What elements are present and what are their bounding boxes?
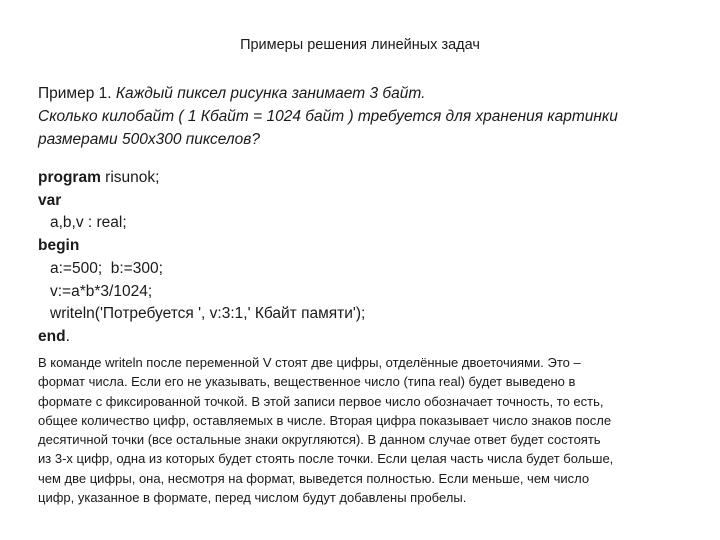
code-listing <box>38 167 678 349</box>
keyword-program: program <box>38 169 101 186</box>
end-dot: . <box>65 327 70 345</box>
example-text-line-3: размерами 500х300 пикселов? <box>38 131 260 148</box>
note-line-4: общее количество цифр, оставляемых в числе. Вторая цифра показывает число знаков после <box>38 412 612 428</box>
example-text-line-1: Каждый пиксел рисунка занимает 3 байт. <box>115 85 426 102</box>
program-name: risunok; <box>100 169 160 186</box>
example-label: Пример 1. <box>38 85 112 102</box>
note-line-3: формате с фиксированной точкой. В этой записи первое число обозначает точность, то есть, <box>38 393 604 409</box>
note-line-1: В команде writeln после переменной V стоят две цифры, отделённые двоеточиями. Это – <box>38 355 581 370</box>
code-line-end <box>38 326 678 349</box>
example-text-line-2: Сколько килобайт ( 1 Кбайт = 1024 байт ) требуется для хранения картинки <box>38 108 618 125</box>
code-line-assign-v: v:=a*b*3/1024; <box>50 282 153 300</box>
keyword-begin: begin <box>38 237 80 255</box>
keyword-end: end <box>38 327 66 345</box>
example-problem <box>38 82 698 151</box>
note-line-8: цифр, указанное в формате, перед числом будут добавлены пробелы. <box>38 490 467 506</box>
code-line-var <box>38 190 678 213</box>
keyword-var: var <box>38 191 62 209</box>
explanation-paragraph <box>38 353 688 507</box>
code-line-program <box>38 167 678 190</box>
code-line-begin <box>38 235 678 258</box>
note-line-2: формат числа. Если его не указывать, вещественное число (типа real) будет выведено в <box>38 374 576 390</box>
code-line-declaration: a,b,v : real; <box>50 214 127 232</box>
note-line-5: десятичной точки (все остальные знаки округляются). В данном случае ответ будет состоять <box>38 432 601 448</box>
code-line-writeln: writeln('Потребуется ', v:3:1,' Кбайт памяти'); <box>50 305 366 323</box>
note-line-7: чем две цифры, она, несмотря на формат, выведется полностью. Если меньше, чем число <box>38 470 590 486</box>
note-line-6: из 3-х цифр, одна из которых будет стоять после точки. Если целая часть числа будет больше, <box>38 451 614 467</box>
code-line-assign-ab: a:=500; b:=300; <box>50 259 163 277</box>
page-title: Примеры решения линейных задач <box>240 37 480 53</box>
